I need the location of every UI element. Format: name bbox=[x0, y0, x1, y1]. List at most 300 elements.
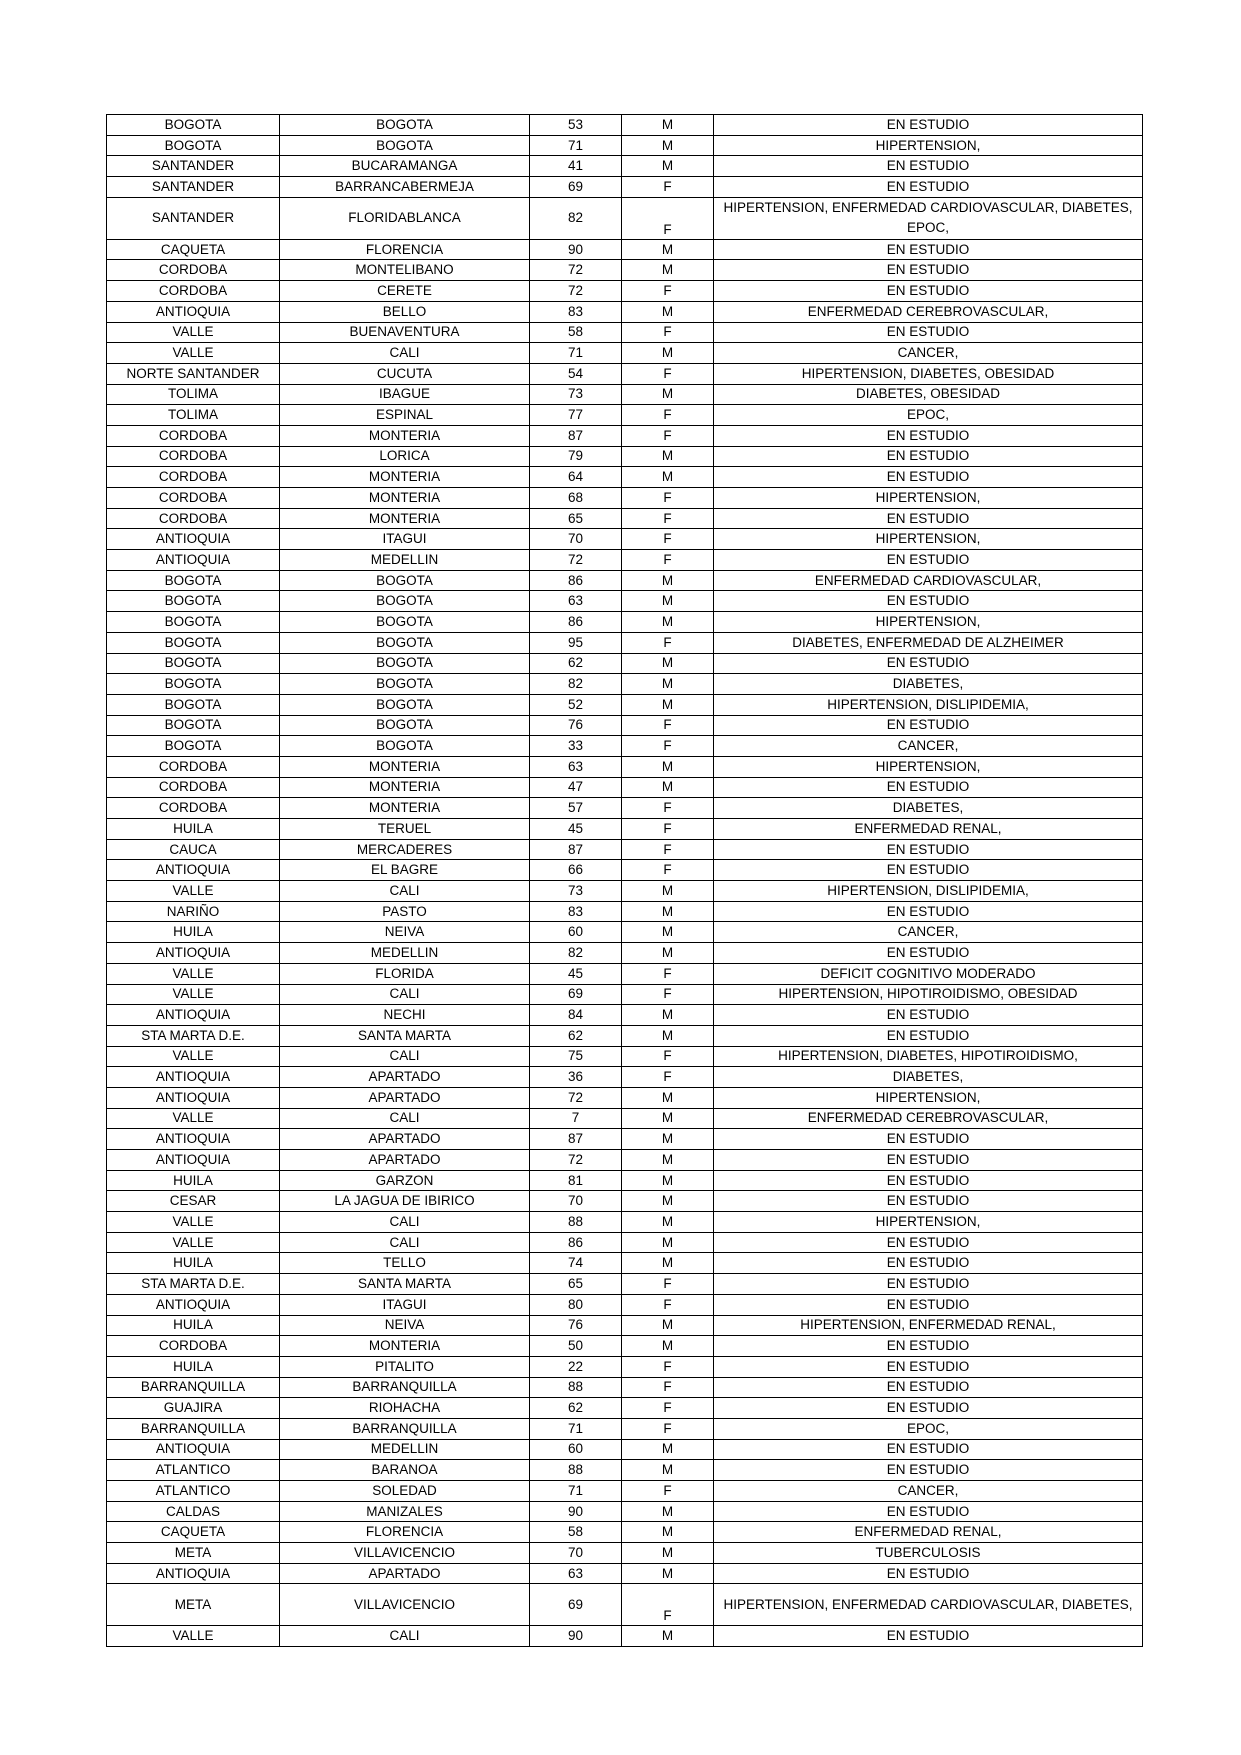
table-row bbox=[107, 1150, 1143, 1171]
department-cell: VALLE bbox=[107, 963, 280, 984]
sex-cell: F bbox=[622, 860, 714, 881]
diagnosis-cell: EN ESTUDIO bbox=[714, 550, 1143, 571]
sex-cell: F bbox=[622, 363, 714, 384]
table-row bbox=[107, 550, 1143, 571]
municipality-cell: CALI bbox=[280, 881, 530, 902]
diagnosis-cell: EN ESTUDIO bbox=[714, 115, 1143, 136]
department-cell: BOGOTA bbox=[107, 570, 280, 591]
diagnosis-cell: CANCER, bbox=[714, 343, 1143, 364]
age-cell: 80 bbox=[530, 1294, 622, 1315]
age-cell: 63 bbox=[530, 1563, 622, 1584]
diagnosis-cell: ENFERMEDAD CEREBROVASCULAR, bbox=[714, 1108, 1143, 1129]
table-row bbox=[107, 1584, 1143, 1626]
municipality-cell: ITAGUI bbox=[280, 1294, 530, 1315]
diagnosis-cell: EN ESTUDIO bbox=[714, 653, 1143, 674]
sex-cell: M bbox=[622, 1336, 714, 1357]
diagnosis-cell: DEFICIT COGNITIVO MODERADO bbox=[714, 963, 1143, 984]
sex-cell: M bbox=[622, 260, 714, 281]
age-cell: 83 bbox=[530, 901, 622, 922]
diagnosis-cell: DIABETES, bbox=[714, 1067, 1143, 1088]
municipality-cell: BARRANCABERMEJA bbox=[280, 177, 530, 198]
department-cell: BOGOTA bbox=[107, 115, 280, 136]
municipality-cell: APARTADO bbox=[280, 1087, 530, 1108]
diagnosis-cell: EN ESTUDIO bbox=[714, 943, 1143, 964]
table-row bbox=[107, 674, 1143, 695]
sex-cell: M bbox=[622, 1212, 714, 1233]
municipality-cell: MONTERIA bbox=[280, 1336, 530, 1357]
age-cell: 22 bbox=[530, 1356, 622, 1377]
age-cell: 71 bbox=[530, 135, 622, 156]
sex-cell: F bbox=[622, 1377, 714, 1398]
department-cell: ANTIOQUIA bbox=[107, 943, 280, 964]
municipality-cell: BOGOTA bbox=[280, 653, 530, 674]
municipality-cell: BOGOTA bbox=[280, 115, 530, 136]
diagnosis-cell: EN ESTUDIO bbox=[714, 1274, 1143, 1295]
sex-cell: M bbox=[622, 1087, 714, 1108]
age-cell: 62 bbox=[530, 1025, 622, 1046]
municipality-cell: BOGOTA bbox=[280, 736, 530, 757]
department-cell: ANTIOQUIA bbox=[107, 860, 280, 881]
table-row bbox=[107, 1377, 1143, 1398]
department-cell: BOGOTA bbox=[107, 612, 280, 633]
department-cell: HUILA bbox=[107, 1253, 280, 1274]
age-cell: 82 bbox=[530, 674, 622, 695]
age-cell: 77 bbox=[530, 405, 622, 426]
table-row bbox=[107, 467, 1143, 488]
cases-table-body bbox=[107, 115, 1143, 1647]
department-cell: VALLE bbox=[107, 322, 280, 343]
table-row bbox=[107, 570, 1143, 591]
table-row bbox=[107, 1439, 1143, 1460]
diagnosis-cell: HIPERTENSION, bbox=[714, 756, 1143, 777]
municipality-cell: FLORIDABLANCA bbox=[280, 197, 530, 239]
diagnosis-cell: EN ESTUDIO bbox=[714, 1563, 1143, 1584]
department-cell: META bbox=[107, 1543, 280, 1564]
municipality-cell: BOGOTA bbox=[280, 674, 530, 695]
municipality-cell: MONTERIA bbox=[280, 798, 530, 819]
sex-cell: M bbox=[622, 1170, 714, 1191]
table-row bbox=[107, 1626, 1143, 1647]
municipality-cell: IBAGUE bbox=[280, 384, 530, 405]
sex-cell: M bbox=[622, 881, 714, 902]
age-cell: 90 bbox=[530, 239, 622, 260]
department-cell: ANTIOQUIA bbox=[107, 1563, 280, 1584]
department-cell: HUILA bbox=[107, 922, 280, 943]
table-row bbox=[107, 115, 1143, 136]
sex-cell: M bbox=[622, 1025, 714, 1046]
table-row bbox=[107, 1067, 1143, 1088]
age-cell: 90 bbox=[530, 1626, 622, 1647]
sex-cell: F bbox=[622, 715, 714, 736]
table-row bbox=[107, 1191, 1143, 1212]
department-cell: ANTIOQUIA bbox=[107, 550, 280, 571]
table-row bbox=[107, 984, 1143, 1005]
diagnosis-cell: CANCER, bbox=[714, 1481, 1143, 1502]
table-row bbox=[107, 177, 1143, 198]
table-row bbox=[107, 488, 1143, 509]
sex-cell: F bbox=[622, 1274, 714, 1295]
diagnosis-cell: HIPERTENSION, ENFERMEDAD RENAL, bbox=[714, 1315, 1143, 1336]
diagnosis-cell: EN ESTUDIO bbox=[714, 1501, 1143, 1522]
table-row bbox=[107, 1563, 1143, 1584]
table-row bbox=[107, 963, 1143, 984]
department-cell: BOGOTA bbox=[107, 715, 280, 736]
age-cell: 87 bbox=[530, 839, 622, 860]
age-cell: 60 bbox=[530, 922, 622, 943]
table-row bbox=[107, 881, 1143, 902]
diagnosis-cell: EN ESTUDIO bbox=[714, 1356, 1143, 1377]
table-row bbox=[107, 322, 1143, 343]
diagnosis-cell: EN ESTUDIO bbox=[714, 777, 1143, 798]
sex-cell: F bbox=[622, 632, 714, 653]
department-cell: ATLANTICO bbox=[107, 1460, 280, 1481]
department-cell: META bbox=[107, 1584, 280, 1626]
age-cell: 73 bbox=[530, 881, 622, 902]
age-cell: 70 bbox=[530, 1543, 622, 1564]
table-row bbox=[107, 1336, 1143, 1357]
department-cell: CAQUETA bbox=[107, 239, 280, 260]
age-cell: 90 bbox=[530, 1501, 622, 1522]
table-row bbox=[107, 1522, 1143, 1543]
municipality-cell: MONTERIA bbox=[280, 756, 530, 777]
department-cell: STA MARTA D.E. bbox=[107, 1025, 280, 1046]
table-row bbox=[107, 343, 1143, 364]
table-row bbox=[107, 1398, 1143, 1419]
diagnosis-cell: EN ESTUDIO bbox=[714, 839, 1143, 860]
department-cell: SANTANDER bbox=[107, 197, 280, 239]
table-row bbox=[107, 1418, 1143, 1439]
diagnosis-cell: EN ESTUDIO bbox=[714, 1232, 1143, 1253]
table-row bbox=[107, 1481, 1143, 1502]
sex-cell: M bbox=[622, 1232, 714, 1253]
sex-cell: M bbox=[622, 1439, 714, 1460]
municipality-cell: NECHI bbox=[280, 1005, 530, 1026]
department-cell: TOLIMA bbox=[107, 384, 280, 405]
department-cell: HUILA bbox=[107, 1170, 280, 1191]
municipality-cell: FLORENCIA bbox=[280, 1522, 530, 1543]
department-cell: BOGOTA bbox=[107, 674, 280, 695]
diagnosis-cell: EN ESTUDIO bbox=[714, 1191, 1143, 1212]
diagnosis-cell: HIPERTENSION, HIPOTIROIDISMO, OBESIDAD bbox=[714, 984, 1143, 1005]
table-row bbox=[107, 1460, 1143, 1481]
department-cell: ANTIOQUIA bbox=[107, 1067, 280, 1088]
age-cell: 68 bbox=[530, 488, 622, 509]
department-cell: VALLE bbox=[107, 1626, 280, 1647]
department-cell: CAUCA bbox=[107, 839, 280, 860]
age-cell: 69 bbox=[530, 177, 622, 198]
sex-cell: F bbox=[622, 508, 714, 529]
sex-cell: M bbox=[622, 1501, 714, 1522]
municipality-cell: TERUEL bbox=[280, 819, 530, 840]
sex-cell: M bbox=[622, 239, 714, 260]
municipality-cell: VILLAVICENCIO bbox=[280, 1543, 530, 1564]
diagnosis-cell: TUBERCULOSIS bbox=[714, 1543, 1143, 1564]
table-row bbox=[107, 135, 1143, 156]
diagnosis-cell: HIPERTENSION, bbox=[714, 488, 1143, 509]
diagnosis-cell: EPOC, bbox=[714, 405, 1143, 426]
municipality-cell: CALI bbox=[280, 1626, 530, 1647]
table-row bbox=[107, 1129, 1143, 1150]
sex-cell: F bbox=[622, 839, 714, 860]
table-row bbox=[107, 1274, 1143, 1295]
sex-cell: F bbox=[622, 798, 714, 819]
age-cell: 82 bbox=[530, 943, 622, 964]
table-row bbox=[107, 715, 1143, 736]
age-cell: 54 bbox=[530, 363, 622, 384]
sex-cell: M bbox=[622, 943, 714, 964]
age-cell: 88 bbox=[530, 1460, 622, 1481]
diagnosis-cell: EN ESTUDIO bbox=[714, 281, 1143, 302]
table-row bbox=[107, 405, 1143, 426]
table-row bbox=[107, 736, 1143, 757]
cases-table bbox=[106, 114, 1143, 1647]
diagnosis-cell: ENFERMEDAD RENAL, bbox=[714, 1522, 1143, 1543]
department-cell: HUILA bbox=[107, 1315, 280, 1336]
department-cell: ANTIOQUIA bbox=[107, 1150, 280, 1171]
municipality-cell: MONTERIA bbox=[280, 777, 530, 798]
municipality-cell: LORICA bbox=[280, 446, 530, 467]
department-cell: GUAJIRA bbox=[107, 1398, 280, 1419]
municipality-cell: VILLAVICENCIO bbox=[280, 1584, 530, 1626]
age-cell: 72 bbox=[530, 1150, 622, 1171]
sex-cell: M bbox=[622, 570, 714, 591]
department-cell: ANTIOQUIA bbox=[107, 1439, 280, 1460]
age-cell: 95 bbox=[530, 632, 622, 653]
diagnosis-cell: HIPERTENSION, ENFERMEDAD CARDIOVASCULAR, DIABETES, EPOC, bbox=[714, 197, 1143, 239]
diagnosis-cell: HIPERTENSION, DISLIPIDEMIA, bbox=[714, 694, 1143, 715]
age-cell: 69 bbox=[530, 1584, 622, 1626]
municipality-cell: PASTO bbox=[280, 901, 530, 922]
municipality-cell: FLORIDA bbox=[280, 963, 530, 984]
age-cell: 47 bbox=[530, 777, 622, 798]
diagnosis-cell: EN ESTUDIO bbox=[714, 1377, 1143, 1398]
sex-cell: M bbox=[622, 612, 714, 633]
department-cell: CORDOBA bbox=[107, 1336, 280, 1357]
table-row bbox=[107, 591, 1143, 612]
sex-cell: M bbox=[622, 1129, 714, 1150]
age-cell: 66 bbox=[530, 860, 622, 881]
age-cell: 82 bbox=[530, 197, 622, 239]
diagnosis-cell: HIPERTENSION, bbox=[714, 612, 1143, 633]
diagnosis-cell: DIABETES, bbox=[714, 674, 1143, 695]
sex-cell: M bbox=[622, 1522, 714, 1543]
department-cell: CORDOBA bbox=[107, 488, 280, 509]
sex-cell: M bbox=[622, 1005, 714, 1026]
age-cell: 72 bbox=[530, 550, 622, 571]
table-row bbox=[107, 425, 1143, 446]
municipality-cell: MEDELLIN bbox=[280, 550, 530, 571]
department-cell: NORTE SANTANDER bbox=[107, 363, 280, 384]
age-cell: 70 bbox=[530, 529, 622, 550]
diagnosis-cell: EN ESTUDIO bbox=[714, 1336, 1143, 1357]
municipality-cell: NEIVA bbox=[280, 1315, 530, 1336]
municipality-cell: APARTADO bbox=[280, 1563, 530, 1584]
diagnosis-cell: EN ESTUDIO bbox=[714, 156, 1143, 177]
age-cell: 76 bbox=[530, 715, 622, 736]
table-row bbox=[107, 239, 1143, 260]
sex-cell: M bbox=[622, 1315, 714, 1336]
diagnosis-cell: HIPERTENSION, ENFERMEDAD CARDIOVASCULAR, DIABETES, bbox=[714, 1584, 1143, 1626]
diagnosis-cell: EN ESTUDIO bbox=[714, 1398, 1143, 1419]
diagnosis-cell: EN ESTUDIO bbox=[714, 260, 1143, 281]
age-cell: 72 bbox=[530, 260, 622, 281]
department-cell: BOGOTA bbox=[107, 135, 280, 156]
sex-cell: F bbox=[622, 1584, 714, 1626]
municipality-cell: MEDELLIN bbox=[280, 1439, 530, 1460]
age-cell: 86 bbox=[530, 612, 622, 633]
age-cell: 71 bbox=[530, 1481, 622, 1502]
table-row bbox=[107, 777, 1143, 798]
department-cell: CORDOBA bbox=[107, 798, 280, 819]
sex-cell: F bbox=[622, 488, 714, 509]
table-row bbox=[107, 508, 1143, 529]
department-cell: ANTIOQUIA bbox=[107, 1087, 280, 1108]
sex-cell: F bbox=[622, 529, 714, 550]
diagnosis-cell: EN ESTUDIO bbox=[714, 1460, 1143, 1481]
age-cell: 72 bbox=[530, 1087, 622, 1108]
age-cell: 87 bbox=[530, 425, 622, 446]
table-row bbox=[107, 1294, 1143, 1315]
age-cell: 62 bbox=[530, 653, 622, 674]
age-cell: 41 bbox=[530, 156, 622, 177]
diagnosis-cell: EN ESTUDIO bbox=[714, 425, 1143, 446]
department-cell: ANTIOQUIA bbox=[107, 1294, 280, 1315]
age-cell: 74 bbox=[530, 1253, 622, 1274]
age-cell: 64 bbox=[530, 467, 622, 488]
table-row bbox=[107, 943, 1143, 964]
sex-cell: M bbox=[622, 343, 714, 364]
municipality-cell: APARTADO bbox=[280, 1129, 530, 1150]
municipality-cell: RIOHACHA bbox=[280, 1398, 530, 1419]
municipality-cell: BOGOTA bbox=[280, 694, 530, 715]
age-cell: 57 bbox=[530, 798, 622, 819]
sex-cell: F bbox=[622, 819, 714, 840]
municipality-cell: BUENAVENTURA bbox=[280, 322, 530, 343]
age-cell: 63 bbox=[530, 756, 622, 777]
sex-cell: F bbox=[622, 281, 714, 302]
sex-cell: F bbox=[622, 550, 714, 571]
sex-cell: M bbox=[622, 1150, 714, 1171]
municipality-cell: CERETE bbox=[280, 281, 530, 302]
diagnosis-cell: EN ESTUDIO bbox=[714, 1439, 1143, 1460]
sex-cell: F bbox=[622, 1481, 714, 1502]
department-cell: HUILA bbox=[107, 819, 280, 840]
municipality-cell: ITAGUI bbox=[280, 529, 530, 550]
municipality-cell: CALI bbox=[280, 984, 530, 1005]
table-row bbox=[107, 1170, 1143, 1191]
sex-cell: M bbox=[622, 115, 714, 136]
table-row bbox=[107, 798, 1143, 819]
table-row bbox=[107, 156, 1143, 177]
municipality-cell: BUCARAMANGA bbox=[280, 156, 530, 177]
diagnosis-cell: DIABETES, bbox=[714, 798, 1143, 819]
diagnosis-cell: HIPERTENSION, bbox=[714, 135, 1143, 156]
municipality-cell: MERCADERES bbox=[280, 839, 530, 860]
diagnosis-cell: ENFERMEDAD CARDIOVASCULAR, bbox=[714, 570, 1143, 591]
municipality-cell: MONTERIA bbox=[280, 488, 530, 509]
table-row bbox=[107, 260, 1143, 281]
sex-cell: F bbox=[622, 197, 714, 239]
age-cell: 72 bbox=[530, 281, 622, 302]
municipality-cell: CALI bbox=[280, 1046, 530, 1067]
age-cell: 75 bbox=[530, 1046, 622, 1067]
diagnosis-cell: EN ESTUDIO bbox=[714, 467, 1143, 488]
age-cell: 86 bbox=[530, 1232, 622, 1253]
diagnosis-cell: DIABETES, ENFERMEDAD DE ALZHEIMER bbox=[714, 632, 1143, 653]
department-cell: CORDOBA bbox=[107, 446, 280, 467]
age-cell: 88 bbox=[530, 1377, 622, 1398]
age-cell: 69 bbox=[530, 984, 622, 1005]
table-row bbox=[107, 1212, 1143, 1233]
age-cell: 58 bbox=[530, 322, 622, 343]
department-cell: BOGOTA bbox=[107, 632, 280, 653]
department-cell: ANTIOQUIA bbox=[107, 301, 280, 322]
age-cell: 63 bbox=[530, 591, 622, 612]
municipality-cell: GARZON bbox=[280, 1170, 530, 1191]
sex-cell: M bbox=[622, 1460, 714, 1481]
municipality-cell: TELLO bbox=[280, 1253, 530, 1274]
department-cell: SANTANDER bbox=[107, 156, 280, 177]
table-row bbox=[107, 819, 1143, 840]
sex-cell: M bbox=[622, 1108, 714, 1129]
table-row bbox=[107, 197, 1143, 239]
department-cell: VALLE bbox=[107, 984, 280, 1005]
sex-cell: M bbox=[622, 301, 714, 322]
municipality-cell: CUCUTA bbox=[280, 363, 530, 384]
table-row bbox=[107, 529, 1143, 550]
department-cell: HUILA bbox=[107, 1356, 280, 1377]
department-cell: ATLANTICO bbox=[107, 1481, 280, 1502]
sex-cell: M bbox=[622, 1626, 714, 1647]
diagnosis-cell: EN ESTUDIO bbox=[714, 1025, 1143, 1046]
table-row bbox=[107, 446, 1143, 467]
table-row bbox=[107, 860, 1143, 881]
sex-cell: M bbox=[622, 777, 714, 798]
diagnosis-cell: CANCER, bbox=[714, 736, 1143, 757]
table-row bbox=[107, 1108, 1143, 1129]
diagnosis-cell: EN ESTUDIO bbox=[714, 1253, 1143, 1274]
municipality-cell: SOLEDAD bbox=[280, 1481, 530, 1502]
sex-cell: F bbox=[622, 177, 714, 198]
municipality-cell: BOGOTA bbox=[280, 715, 530, 736]
table-row bbox=[107, 839, 1143, 860]
department-cell: VALLE bbox=[107, 1046, 280, 1067]
sex-cell: F bbox=[622, 1418, 714, 1439]
table-row bbox=[107, 1315, 1143, 1336]
table-row bbox=[107, 901, 1143, 922]
sex-cell: M bbox=[622, 135, 714, 156]
municipality-cell: CALI bbox=[280, 1212, 530, 1233]
diagnosis-cell: HIPERTENSION, bbox=[714, 1212, 1143, 1233]
department-cell: CORDOBA bbox=[107, 756, 280, 777]
municipality-cell: BOGOTA bbox=[280, 591, 530, 612]
department-cell: STA MARTA D.E. bbox=[107, 1274, 280, 1295]
municipality-cell: MONTERIA bbox=[280, 425, 530, 446]
table-row bbox=[107, 1253, 1143, 1274]
department-cell: CORDOBA bbox=[107, 508, 280, 529]
age-cell: 45 bbox=[530, 963, 622, 984]
department-cell: CORDOBA bbox=[107, 425, 280, 446]
department-cell: VALLE bbox=[107, 343, 280, 364]
municipality-cell: BARRANQUILLA bbox=[280, 1377, 530, 1398]
department-cell: CORDOBA bbox=[107, 260, 280, 281]
department-cell: VALLE bbox=[107, 1108, 280, 1129]
age-cell: 81 bbox=[530, 1170, 622, 1191]
table-row bbox=[107, 384, 1143, 405]
municipality-cell: BARANOA bbox=[280, 1460, 530, 1481]
department-cell: VALLE bbox=[107, 881, 280, 902]
sex-cell: M bbox=[622, 694, 714, 715]
